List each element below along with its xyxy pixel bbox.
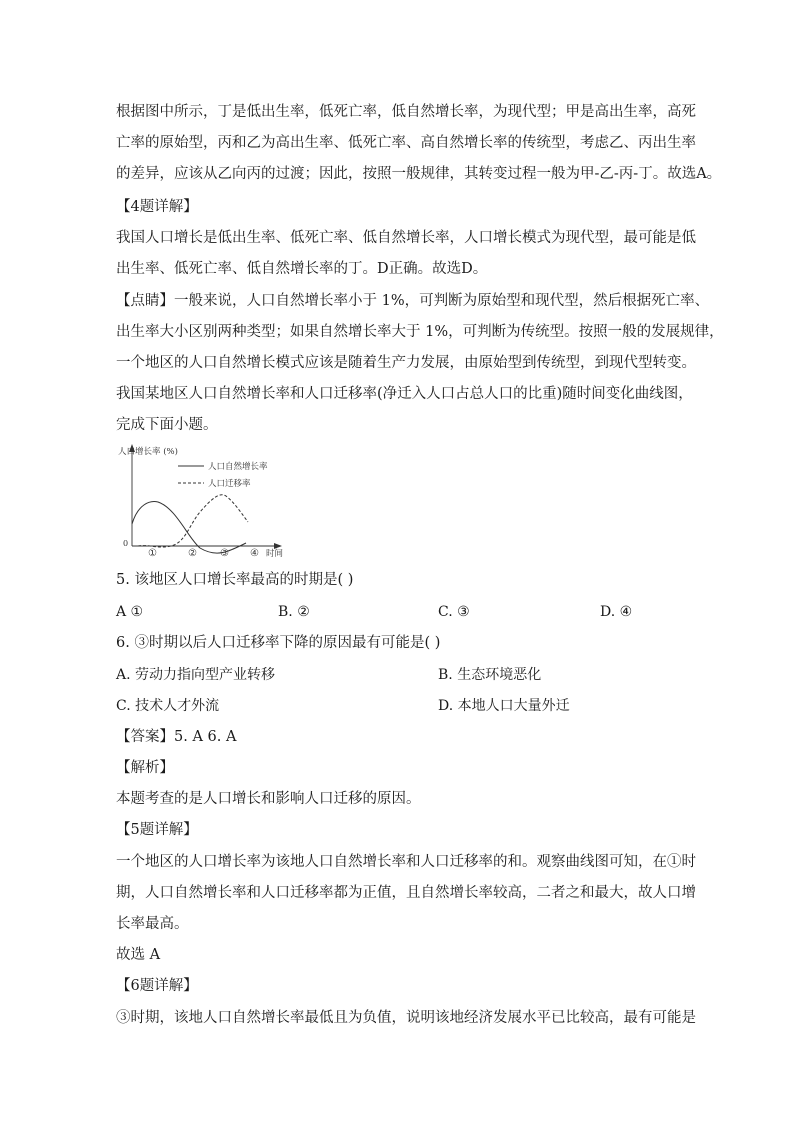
period-1: ① [148, 548, 157, 559]
period-2: ② [188, 548, 197, 559]
q6-detail-line: ③时期，该地人口自然增长率最低且为负值，说明该地经济发展水平已比较高，最有可能是 [116, 1010, 696, 1026]
text-line: 亡率的原始型，丙和乙为高出生率、低死亡率、高自然增长率的传统型，考虑乙、丙出生率 [116, 135, 696, 151]
q5-detail-header: 【5题详解】 [116, 822, 198, 838]
q5-detail-line: 一个地区的人口增长率为该地人口自然增长率和人口迁移率的和。观察曲线图可知，在①时 [116, 854, 696, 870]
q5-stem: 5. 该地区人口增长率最高的时期是( ) [116, 572, 354, 588]
q6-option-b: B. 生态环境恶化 [438, 667, 542, 683]
q5-option-d: D. ④ [600, 604, 633, 620]
intro-line: 我国某地区人口自然增长率和人口迁移率(净迁入人口占总人口的比重)随时间变化曲线图， [116, 386, 693, 402]
natural-growth-curve [132, 502, 246, 553]
analysis-line: 本题考查的是人口增长和影响人口迁移的原因。 [116, 791, 421, 807]
answer-line: 【答案】5. A 6. A [116, 729, 237, 745]
text-line: 我国人口增长是低出生率、低死亡率、低自然增长率，人口增长模式为现代型，最可能是低 [116, 230, 696, 246]
q6-option-a: A. 劳动力指向型产业转移 [116, 667, 276, 683]
q5-option-a: A ① [116, 604, 144, 620]
q5-detail-line: 期，人口自然增长率和人口迁移率都为正值，且自然增长率较高，二者之和最大，故人口增 [116, 885, 696, 901]
migration-curve [138, 495, 248, 547]
q5-option-b: B. ② [278, 604, 310, 620]
population-rate-chart [116, 442, 306, 562]
q6-option-d: D. 本地人口大量外迁 [438, 698, 570, 714]
period-4: ④ [250, 548, 259, 559]
analysis-header: 【解析】 [116, 760, 174, 776]
intro-line: 完成下面小题。 [116, 417, 218, 433]
x-axis-label: 时间 [266, 549, 284, 559]
q6-option-c: C. 技术人才外流 [116, 698, 220, 714]
q5-detail-line: 长率最高。 [116, 916, 189, 932]
text-line: 出生率、低死亡率、低自然增长率的丁。D正确。故选D。 [116, 261, 488, 277]
q4-header: 【4题详解】 [116, 199, 198, 215]
q5-detail-line: 故选 A [116, 947, 161, 963]
y-axis-label: 人口增长率 (%) [118, 447, 178, 457]
text-line: 根据图中所示，丁是低出生率，低死亡率，低自然增长率，为现代型；甲是高出生率，高死 [116, 104, 696, 120]
legend-natural: 人口自然增长率 [208, 462, 268, 472]
tip-line: 【点睛】一般来说，人口自然增长率小于 1%，可判断为原始型和现代型，然后根据死亡率、 [116, 293, 710, 309]
q6-stem: 6. ③时期以后人口迁移率下降的原因最有可能是( ) [116, 635, 441, 651]
q6-detail-header: 【6题详解】 [116, 978, 198, 994]
tip-line: 出生率大小区别两种类型；如果自然增长率大于 1%，可判断为传统型。按照一般的发展规律， [116, 324, 724, 340]
legend-migration: 人口迁移率 [208, 479, 251, 489]
text-line: 的差异，应该从乙向丙的过渡；因此，按照一般规律，其转变过程一般为甲-乙-丙-丁。故选A。 [116, 166, 722, 182]
q5-option-c: C. ③ [438, 604, 470, 620]
zero-label: 0 [123, 539, 129, 548]
period-3: ③ [220, 548, 229, 559]
tip-line: 一个地区的人口自然增长模式应该是随着生产力发展，由原始型到传统型，到现代型转变。 [116, 355, 696, 371]
